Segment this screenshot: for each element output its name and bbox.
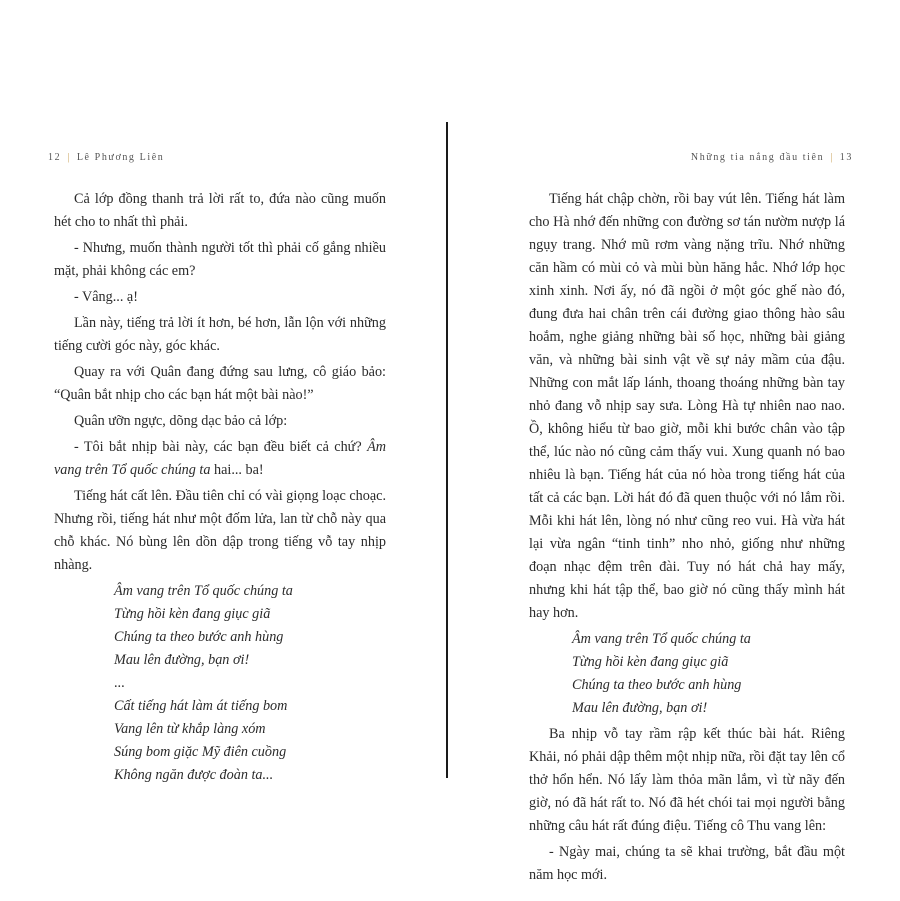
song-title: Âm vang trên Tổ quốc chúng ta [54,439,386,478]
verse-line: Chúng ta theo bước anh hùng [572,677,742,693]
paragraph: Quân ưỡn ngực, dõng dạc bảo cả lớp: [74,413,288,429]
verse-line: Vang lên từ khắp làng xóm [114,721,266,737]
paragraph-text: - Tôi bắt nhịp bài này, các bạn đều biết cả chứ? [74,439,368,455]
header-separator: | [67,152,71,163]
author-name: Lê Phương Liên [76,152,165,163]
verse-block [529,628,845,720]
paragraph: Tiếng hát chập chờn, rồi bay vút lên. Tiếng hát làm cho Hà nhớ đến những con đường sơ tán nườm nượp lá ngụy trang. Nhớ mũ rơm vàng nặng trĩu. Nhớ những căn hầm có mùi cỏ và mùi bùn hăng hắc. Nhớ lớp học xinh xinh. Nơi ấy, nó đã ngồi ở một góc ghế nào đó, đung đưa hai chân trên cái đường giao thông hào sâu hoắm, nghe giảng những bài số học, những bài giảng văn, và những bài sinh vật về sự nảy mầm của đậu. Những con mắt lấp lánh, thoang thoáng những bàn tay nhỏ đang vỗ nhịp say sưa. Lòng Hà tự nhiên nao nao. Ồ, không hiểu từ bao giờ, mỗi khi bước chân vào tập thể, lúc nào nó cũng cảm thấy vui. Xung quanh nó bao nhiêu là bạn. Tiếng hát của nó hòa trong tiếng hát của tất cả các bạn. Lời hát đó đã quen thuộc với nó lắm rồi. Mỗi khi hát lên, lòng nó như cũng reo vui. Hà vừa hát lại vừa ngân “tinh tinh” nho nhỏ, giống như những đoạn nhạc đệm trên đài. Tuy nó hát chả hay mấy, nhưng khi hát tập thể, bao giờ nó cũng thấy mình hát hay hơn. [529,191,845,621]
paragraph: Tiếng hát cất lên. Đầu tiên chỉ có vài giọng loạc choạc. Nhưng rồi, tiếng hát như một đốm lửa, lan từ chỗ này qua chỗ khác. Nó bùng lên dồn dập trong tiếng vỗ tay nhịp nhàng. [54,488,386,573]
header-separator: | [830,152,834,163]
paragraph: - Vâng... ạ! [74,289,138,305]
verse-line: Không ngăn được đoàn ta... [114,767,274,783]
right-page-number: 13 [839,152,853,163]
verse-line: Mau lên đường, bạn ơi! [572,700,708,716]
paragraph: - Nhưng, muốn thành người tốt thì phải cố gắng nhiều mặt, phải không các em? [54,240,386,279]
book-title: Những tia nắng đầu tiên [690,152,825,163]
paragraph: Cả lớp đồng thanh trả lời rất to, đứa nào cũng muốn hét cho to nhất thì phải. [54,191,386,230]
paragraph-text: hai... ba! [210,462,264,478]
left-body-text [54,188,386,787]
verse-line: Âm vang trên Tổ quốc chúng ta [114,583,293,599]
book-spine-divider [446,122,448,778]
verse-ellipsis: ... [114,675,125,691]
paragraph: - Ngày mai, chúng ta sẽ khai trường, bắt đầu một năm học mới. [529,844,845,883]
right-page [449,0,900,901]
right-running-header [691,152,853,163]
verse-line: Chúng ta theo bước anh hùng [114,629,284,645]
paragraph: Quay ra với Quân đang đứng sau lưng, cô giáo bảo: “Quân bắt nhịp cho các bạn hát một bài nào!” [54,364,386,403]
left-page [0,0,447,901]
verse-block [54,580,386,787]
verse-line: Âm vang trên Tổ quốc chúng ta [572,631,751,647]
left-page-number: 12 [48,152,62,163]
paragraph: Lần này, tiếng trả lời ít hơn, bé hơn, lẫn lộn với những tiếng cười góc này, góc khác. [54,315,386,354]
verse-line: Từng hồi kèn đang giục giã [572,654,729,670]
verse-line: Từng hồi kèn đang giục giã [114,606,271,622]
paragraph [54,436,386,482]
verse-line: Mau lên đường, bạn ơi! [114,652,250,668]
right-body-text [529,188,845,890]
verse-line: Cất tiếng hát làm át tiếng bom [114,698,288,714]
verse-line: Súng bom giặc Mỹ điên cuồng [114,744,287,760]
paragraph: Ba nhịp vỗ tay rầm rập kết thúc bài hát. Riêng Khải, nó phải dập thêm một nhịp nữa, rồi đặt tay lên cổ thở hổn hển. Nó lấy làm thỏa mãn lắm, vì từ nãy đến giờ, nó đã hát rất to. Nó đã hét chói tai mọi người bằng những câu hát rất đúng điệu. Tiếng cô Thu vang lên: [529,726,845,834]
left-running-header [48,152,164,163]
